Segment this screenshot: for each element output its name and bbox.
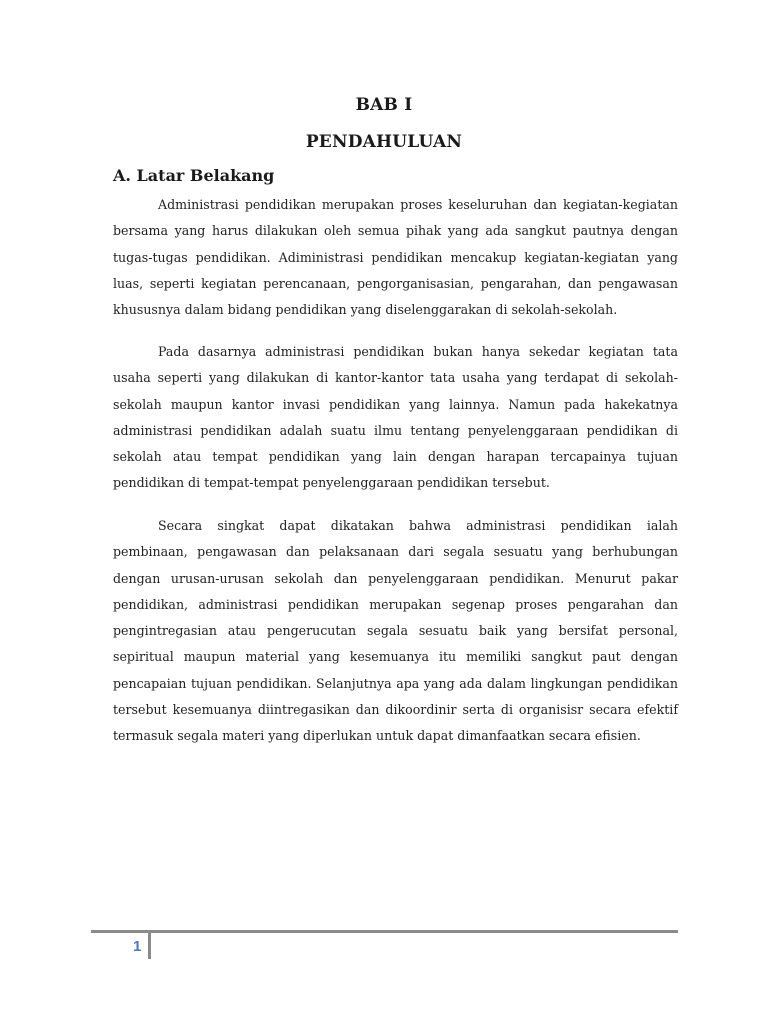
paragraph: Pada dasarnya administrasi pendidikan bukan hanya sekedar kegiatan tata usaha seperti yang dilakukan di kantor-kantor tata usaha yang terdapat di sekolah-sekolah maupun kantor invasi pendidikan yang lainnya. Namun pada hakekatnya administrasi pendidikan adalah suatu ilmu tentang penyelenggaraan pendidikan di sekolah atau tempat pendidikan yang lain dengan harapan tercapainya tujuan pendidikan di tempat-tempat penyelenggaraan pendidikan tersebut. bbox=[113, 344, 678, 491]
footer-rule bbox=[91, 930, 678, 933]
page-number: 1 bbox=[133, 938, 142, 955]
paragraph: Secara singkat dapat dikatakan bahwa administrasi pendidikan ialah pembinaan, pengawasan dan pelaksanaan dari segala sesuatu yang berhubungan dengan urusan-urusan sekolah dan penyelenggaraan pendidikan. Menurut pakar pendidikan, administrasi pendidikan merupakan segenap proses pengarahan dan pengintregasian atau pengerucutan segala sesuatu baik yang bersifat personal, sepiritual maupun material yang kesemuanya itu memiliki sangkut paut dengan pencapaian tujuan pendidikan. Selanjutnya apa yang ada dalam lingkungan pendidikan tersebut kesemuanya diintregasikan dan dikoordinir serta di organisisr secara efektif termasuk segala materi yang diperlukan untuk dapat dimanfaatkan secara efisien. bbox=[113, 518, 678, 744]
footer-separator bbox=[148, 933, 151, 959]
chapter-title: PENDAHULUAN bbox=[305, 132, 463, 152]
paragraph: Administrasi pendidikan merupakan proses keseluruhan dan kegiatan-kegiatan bersama yang harus dilakukan oleh semua pihak yang ada sangkut pautnya dengan tugas-tugas pendidikan. Adiministrasi pendidikan mencakup kegiatan-kegiatan yang luas, seperti kegiatan perencanaan, pengorganisasian, pengarahan, dan pengawasan khususnya dalam bidang pendidikan yang diselenggarakan di sekolah-sekolah. bbox=[113, 197, 678, 318]
section-heading: A. Latar Belakang bbox=[113, 166, 275, 185]
chapter-number: BAB I bbox=[355, 95, 413, 115]
